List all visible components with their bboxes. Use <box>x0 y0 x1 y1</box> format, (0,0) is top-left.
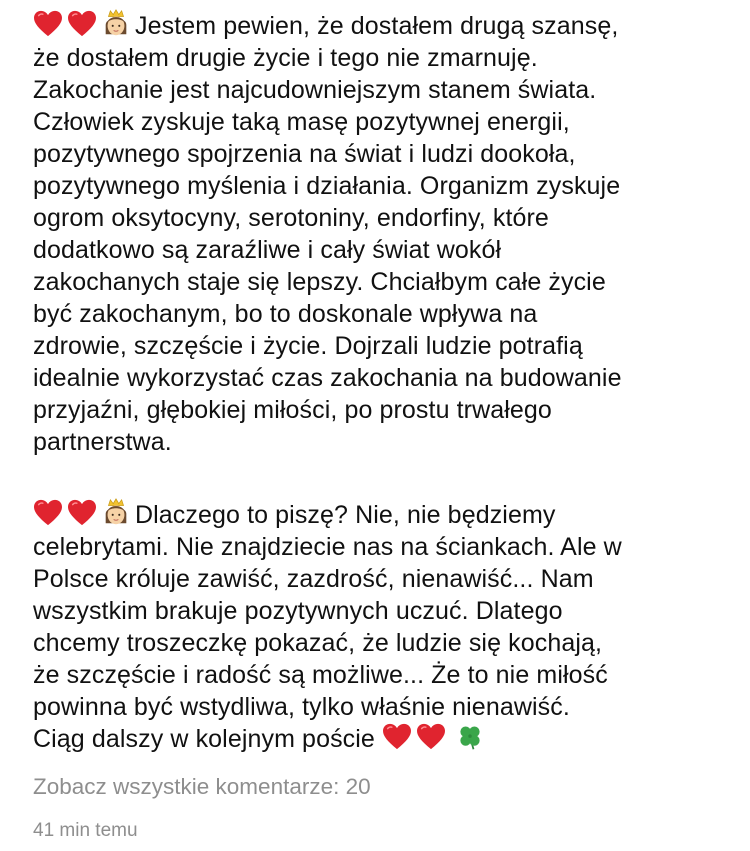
caption-line-text: ogrom oksytocyny, serotoniny, endorfiny, które <box>33 204 549 232</box>
caption-line <box>33 138 723 170</box>
caption-line <box>33 234 723 266</box>
caption-line-text: Dlaczego to piszę? Nie, nie będziemy <box>135 501 556 529</box>
caption-line-text: dodatkowo są zaraźliwe i cały świat wokół <box>33 236 502 264</box>
caption-line-text: że dostałem drugie życie i tego nie zmarnuję. <box>33 44 538 72</box>
red-heart-icon <box>33 499 63 527</box>
post-timestamp: 41 min temu <box>33 820 138 841</box>
caption-line <box>33 106 723 138</box>
caption-line-text: być zakochanym, bo to doskonale wpływa na <box>33 300 538 328</box>
caption-paragraph-1 <box>33 8 723 458</box>
caption-line-text: celebrytami. Nie znajdziecie nas na ściankach. Ale w <box>33 533 622 561</box>
caption-line-text: chcemy troszeczkę pokazać, że ludzie się kochają, <box>33 629 603 657</box>
caption-line <box>33 563 723 595</box>
red-heart-icon <box>67 499 97 527</box>
caption-line <box>33 691 723 723</box>
caption-line <box>33 74 723 106</box>
caption-line-text: Zakochanie jest najcudowniejszym stanem świata. <box>33 76 597 104</box>
red-heart-icon <box>416 723 446 751</box>
caption-line-text: Człowiek zyskuje taką masę pozytywnej energii, <box>33 108 570 136</box>
caption-line-text: Jestem pewien, że dostałem drugą szansę, <box>135 12 619 40</box>
caption-line <box>33 627 723 659</box>
princess-icon <box>101 8 131 38</box>
caption-line <box>33 330 723 362</box>
caption-line <box>33 8 723 42</box>
caption-line-text: Polsce króluje zawiść, zazdrość, nienawiść... Nam <box>33 565 594 593</box>
four-leaf-clover-icon <box>456 723 484 751</box>
caption-line-text: partnerstwa. <box>33 428 172 456</box>
princess-icon <box>101 497 131 527</box>
caption-line-text: zakochanych staje się lepszy. Chciałbym całe życie <box>33 268 606 296</box>
caption-paragraph-2 <box>33 497 723 755</box>
caption-line <box>33 394 723 426</box>
caption-line <box>33 659 723 691</box>
caption-line <box>33 202 723 234</box>
caption-line <box>33 298 723 330</box>
red-heart-icon <box>33 10 63 38</box>
view-all-comments-link[interactable]: Zobacz wszystkie komentarze: 20 <box>33 774 371 799</box>
caption-line-text: Ciąg dalszy w kolejnym poście <box>33 725 375 753</box>
caption-line <box>33 266 723 298</box>
caption-line <box>33 723 723 755</box>
caption-line <box>33 426 723 458</box>
caption-line <box>33 531 723 563</box>
caption-line <box>33 595 723 627</box>
caption-line-text: powinna być wstydliwa, tylko właśnie nienawiść. <box>33 693 570 721</box>
caption-line-text: że szczęście i radość są możliwe... Że to nie miłość <box>33 661 608 689</box>
caption-line <box>33 42 723 74</box>
caption-line-text: pozytywnego myślenia i działania. Organizm zyskuje <box>33 172 621 200</box>
post-caption <box>33 8 723 755</box>
caption-line <box>33 170 723 202</box>
caption-line-text: wszystkim brakuje pozytywnych uczuć. Dlatego <box>33 597 563 625</box>
caption-line <box>33 362 723 394</box>
caption-line-text: zdrowie, szczęście i życie. Dojrzali ludzie potrafią <box>33 332 583 360</box>
caption-line <box>33 497 723 531</box>
red-heart-icon <box>382 723 412 751</box>
caption-line-text: pozytywnego spojrzenia na świat i ludzi dookoła, <box>33 140 576 168</box>
red-heart-icon <box>67 10 97 38</box>
caption-line-text: idealnie wykorzystać czas zakochania na budowanie <box>33 364 622 392</box>
caption-line-text: przyjaźni, głębokiej miłości, po prostu trwałego <box>33 396 552 424</box>
